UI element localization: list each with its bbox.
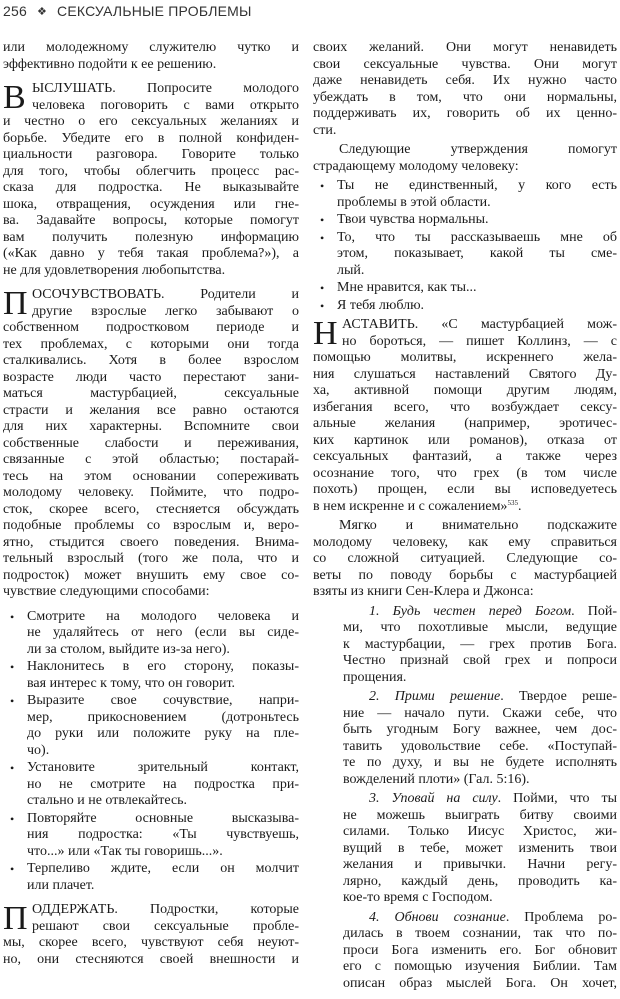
text-line — [3, 485, 299, 502]
text-line — [27, 609, 299, 626]
text-line — [3, 386, 299, 403]
text-line — [343, 739, 617, 756]
bullet-icon: • — [320, 298, 325, 313]
section-paragraph — [313, 317, 617, 515]
line-text: желания и привычки. Начни регу- — [343, 857, 617, 872]
line-text: что...» или «Так ты говоришь...». — [27, 843, 223, 859]
left-column — [3, 40, 299, 976]
bullet-icon: • — [320, 213, 325, 227]
line-text: страдающему молодому человеку: — [313, 158, 519, 174]
text-line — [337, 195, 617, 212]
line-text: проблемы в этой области. — [337, 194, 491, 210]
text-line — [343, 910, 617, 927]
text-line — [27, 793, 299, 810]
text-line — [3, 535, 299, 552]
text-line — [313, 383, 617, 400]
text-line — [337, 263, 617, 280]
bullet-list — [3, 609, 299, 895]
line-text: ОДДЕРЖАТЬ. Подростки, которые — [32, 902, 299, 917]
line-text: («Как давно у тебя такая проблема?»), а — [3, 246, 299, 261]
line-text: вущий в тебе, может изменить твои — [343, 840, 617, 856]
line-text: собственные слабости и переживания, — [3, 435, 299, 451]
line-text: взяты из книги Сен-Клера и Джонса: — [313, 584, 534, 599]
text-line — [313, 518, 617, 535]
list-item — [313, 212, 617, 229]
line-text: вожделений плоти» (Гал. 5:16). — [343, 771, 530, 787]
paragraph — [313, 40, 617, 139]
line-text: но бороться, — пишет Коллинз, — с — [342, 333, 617, 349]
line-text: кое-то время с Господом. — [343, 890, 493, 905]
line-text: силами. Только Иисус Христос, жи- — [343, 824, 617, 839]
text-line — [3, 263, 299, 280]
section-paragraph — [3, 287, 299, 601]
line-text: вам получить полезную информацию — [3, 229, 299, 245]
text-line — [343, 791, 617, 808]
text-line — [3, 353, 299, 370]
bullet-list — [313, 178, 617, 314]
tip-title: 1. Будь честен перед Богом — [369, 603, 572, 619]
text-line — [343, 857, 617, 874]
line-text: Твои чувства нормальны. — [337, 212, 489, 227]
line-text: проси Бога изменить его. Бог обновит — [343, 942, 617, 958]
bullet-icon: • — [10, 862, 15, 876]
text-line — [3, 403, 299, 420]
text-line — [343, 689, 617, 706]
line-text: стально и не отвлекайтесь. — [27, 793, 188, 808]
line-text: сток, скорее всего, стесняется обсуждать — [3, 501, 299, 517]
text-line — [27, 861, 299, 878]
text-line — [343, 890, 617, 907]
text-line — [343, 604, 617, 621]
paragraph — [313, 142, 617, 175]
text-line — [27, 844, 299, 861]
list-item — [3, 609, 299, 659]
text-line — [313, 142, 617, 159]
line-text: Смотрите на молодого человека и — [27, 608, 299, 624]
drop-cap-letter: В — [3, 81, 26, 114]
running-header — [3, 0, 252, 22]
line-text: для того, чтобы облегчить процесс рас- — [3, 163, 299, 179]
line-text: АСТАВИТЬ. «С мастурбацией мож- — [342, 317, 617, 332]
text-line — [337, 280, 617, 297]
text-line — [313, 40, 617, 57]
list-item — [313, 178, 617, 211]
text-line — [313, 350, 617, 367]
bullet-icon: • — [10, 811, 15, 826]
line-text: но, они стесняются своей внешности и — [3, 951, 299, 967]
line-text: ОСОЧУВСТВОВАТЬ. Родители и — [32, 287, 299, 302]
text-line — [27, 659, 299, 676]
line-text: и честно о его сексуальных желаниях и — [3, 114, 299, 129]
line-text: человека поговорить с вами открыто — [32, 97, 299, 113]
text-line — [27, 811, 299, 828]
line-text: описан образ мыслей Бога. Он хочет, — [343, 975, 617, 991]
text-line — [313, 416, 617, 433]
drop-cap-letter: Н — [313, 317, 338, 350]
line-text: поддерживать их, говорить об их ценно- — [313, 106, 617, 121]
text-line — [3, 81, 299, 98]
footnote-reference: 535 — [507, 498, 518, 507]
text-line — [27, 625, 299, 642]
list-item — [3, 659, 299, 692]
text-line — [27, 878, 299, 895]
text-line — [313, 466, 617, 483]
text-line — [3, 370, 299, 387]
text-line — [343, 943, 617, 960]
line-text: тельный взрослый (того же пола, что и — [3, 551, 299, 566]
numbered-tip — [313, 689, 617, 788]
line-text: борьбе. Убедите его в полной конфиден- — [3, 130, 299, 146]
text-line — [27, 676, 299, 693]
line-text: похоть) прощен, если вы исповедуетесь — [313, 482, 617, 497]
line-text: ятно, стыдится своего поведения. Внима- — [3, 534, 299, 550]
line-text: Следующие утверждения помогут — [339, 142, 617, 157]
line-text: ния подростка: «Ты чувствуешь, — [27, 827, 299, 842]
line-text: мер, прикосновением (дотроньтесь — [27, 709, 299, 725]
ornament-icon: ❖ — [36, 5, 48, 18]
page-number: 256 — [3, 3, 27, 19]
section-paragraph — [3, 81, 299, 279]
line-text: для них характерны. Вспомните свои — [3, 419, 299, 434]
text-line — [313, 106, 617, 123]
text-line — [313, 433, 617, 450]
line-text: тесь на этом основании сопереживать — [3, 468, 299, 484]
text-line — [343, 976, 617, 993]
numbered-tip — [313, 910, 617, 993]
text-line — [3, 518, 299, 535]
line-text: . Твердое реше- — [500, 689, 617, 704]
text-line — [3, 337, 299, 354]
bullet-icon: • — [320, 230, 325, 245]
line-text: не можешь выиграть битву своими — [343, 807, 617, 823]
text-line — [3, 502, 299, 519]
line-text: другие взрослые легко забывают о — [32, 303, 299, 319]
line-text: веты по поводу борьбы с мастурбацией — [313, 567, 617, 583]
text-line — [3, 935, 299, 952]
tip-title: 4. Обнови сознание — [369, 909, 506, 925]
line-text: Установите зрительный контакт, — [27, 760, 299, 775]
line-text: быть угодным Богу важнее, чем дос- — [343, 722, 617, 737]
line-text: прощения. — [343, 669, 407, 685]
line-text: сказа для подростка. Не выказывайте — [3, 180, 299, 195]
list-item — [313, 230, 617, 280]
line-text: чо). — [27, 742, 50, 758]
text-line — [3, 452, 299, 469]
line-text: осознание того, что грех (в том числе — [313, 465, 617, 481]
paragraph — [313, 518, 617, 601]
line-text: тех проблемах, с которыми они тогда — [3, 336, 299, 352]
text-line — [3, 436, 299, 453]
text-line — [3, 98, 299, 115]
text-line — [27, 777, 299, 794]
bullet-icon: • — [10, 660, 15, 674]
line-text: подросток) может внушить ему свое со- — [3, 567, 299, 583]
text-line — [3, 246, 299, 263]
text-line — [337, 178, 617, 195]
text-line — [3, 287, 299, 304]
text-line — [3, 197, 299, 214]
line-text: ЫСЛУШАТЬ. Попросите молодого — [32, 81, 299, 96]
line-text: своих желаний. Они могут ненавидеть — [313, 40, 617, 55]
line-text: . Пой- — [571, 603, 617, 619]
text-line — [343, 637, 617, 654]
tip-title: 2. Прими решение — [369, 689, 501, 704]
text-line — [3, 902, 299, 919]
text-line — [337, 246, 617, 263]
text-line — [27, 642, 299, 659]
line-text: не для удовлетворения любопытства. — [3, 262, 226, 278]
right-column — [313, 40, 617, 995]
text-line — [3, 213, 299, 230]
list-item — [3, 760, 299, 810]
tip-title: 3. Уповай на силу — [369, 791, 498, 806]
drop-cap-letter: П — [3, 902, 28, 935]
line-text: свои сексуальные чувства. Они могут — [313, 56, 617, 72]
text-line — [313, 482, 617, 499]
line-text: страсти и желания все равно остаются — [3, 402, 299, 418]
line-text: Выразите свое сочувствие, напри- — [27, 693, 299, 708]
line-text: его с помощью изучения Библии. Там — [343, 959, 617, 974]
line-text: молодому человеку. Поймите, что подро- — [3, 485, 299, 500]
text-line — [343, 841, 617, 858]
line-text: возрасте люди часто перестают зани- — [3, 369, 299, 385]
line-text: лярно, каждый день, проводить ка- — [343, 873, 617, 889]
text-line — [3, 131, 299, 148]
line-text: до руки или положите руку на пле- — [27, 726, 299, 741]
line-text: связанные с этой областью; постарай- — [3, 452, 299, 467]
line-text: ние — начало пути. Скажи себе, что — [343, 705, 617, 721]
line-text: Я тебя люблю. — [337, 297, 425, 313]
line-text: ми, что похотливые мысли, ведущие — [343, 620, 617, 635]
text-line — [337, 212, 617, 229]
line-text: ли за столом, выйдите из-за него). — [27, 641, 230, 657]
line-text: или плачет. — [27, 877, 95, 893]
text-line — [3, 419, 299, 436]
text-line — [313, 535, 617, 552]
text-line — [313, 499, 617, 516]
line-text: вая интерес к тому, что он говорит. — [27, 675, 236, 691]
text-line — [27, 710, 299, 727]
text-line — [313, 449, 617, 466]
text-line — [3, 57, 299, 74]
line-text: сталкивались. Хотя в более взрослом — [3, 353, 299, 368]
text-line — [343, 926, 617, 943]
text-line — [343, 620, 617, 637]
line-text: тавить удовольствие себе. «Поступай- — [343, 738, 617, 754]
line-text: подобные проблемы со взрослым и, веро- — [3, 518, 299, 533]
line-text: мы, скорее всего, чувствуют себя неуют- — [3, 935, 299, 950]
line-text: ких картинок или романов), отказа от — [313, 432, 617, 448]
line-text: Мягко и внимательно подскажите — [339, 518, 617, 533]
text-line — [313, 159, 617, 176]
line-text: этом, показывает, какой ты сме- — [337, 246, 617, 261]
text-line — [313, 334, 617, 351]
line-text: те по духу, и вы не будете исполнять — [343, 755, 617, 770]
bullet-icon: • — [10, 694, 15, 708]
numbered-tip — [313, 791, 617, 907]
text-line — [343, 808, 617, 825]
text-line — [343, 722, 617, 739]
text-line — [3, 114, 299, 131]
line-text: собственном подростковом периоде и — [3, 320, 299, 335]
text-line — [313, 73, 617, 90]
list-item — [3, 861, 299, 894]
text-line — [3, 230, 299, 247]
line-text: ва. Задавайте вопросы, которые помогут — [3, 213, 299, 228]
text-line — [343, 706, 617, 723]
line-text: То, что ты рассказываешь мне об — [337, 229, 617, 245]
text-line — [3, 304, 299, 321]
text-line — [313, 367, 617, 384]
line-text: убеждать в том, что они нормальны, — [313, 89, 617, 105]
line-text: сти. — [313, 122, 337, 138]
text-line — [3, 147, 299, 164]
line-text: ния слушаться наставлений Святого Ду- — [313, 366, 617, 382]
line-text: молодому человеку, как ему справиться — [313, 534, 617, 550]
text-line — [3, 568, 299, 585]
text-line — [313, 584, 617, 601]
text-line — [313, 400, 617, 417]
text-line — [3, 164, 299, 181]
text-line — [3, 40, 299, 57]
line-text: дилась в твоем сознании, так что по- — [343, 926, 617, 941]
line-text: . Пойми, что ты — [497, 791, 617, 806]
text-line — [3, 551, 299, 568]
text-line — [3, 180, 299, 197]
line-text: со сложной ситуацией. Следующие со- — [313, 551, 617, 566]
line-text: эффективно подойти к ее решению. — [3, 56, 217, 72]
text-line — [313, 568, 617, 585]
list-item — [313, 280, 617, 297]
paragraph — [3, 40, 299, 73]
line-text: маться мастурбацией, сексуальные — [3, 386, 299, 401]
line-text: Честно признай свой грех и попроси — [343, 653, 617, 668]
drop-cap-letter: П — [3, 287, 28, 320]
text-line — [343, 824, 617, 841]
footnote-tail: . — [517, 498, 522, 514]
line-text: шока, отвращения, осуждения или гне- — [3, 196, 299, 212]
line-text: циальности разговора. Говорите только — [3, 147, 299, 162]
text-line — [3, 919, 299, 936]
line-text: помощью молитвы, искреннего жела- — [313, 350, 617, 365]
list-item — [3, 693, 299, 759]
line-text: Ты не единственный, у кого есть — [337, 178, 617, 193]
text-line — [3, 320, 299, 337]
text-line — [313, 317, 617, 334]
text-line — [27, 743, 299, 760]
numbered-tip — [313, 604, 617, 687]
line-text: чувствие следующими способами: — [3, 584, 210, 599]
bullet-icon: • — [320, 281, 325, 295]
list-item — [3, 811, 299, 861]
line-text: сексуальных фантазий, а также через — [313, 449, 617, 464]
line-text: даже ненавидеть себя. Их нужно часто — [313, 73, 617, 88]
line-text: ха, активной помощи другим людям, — [313, 383, 617, 398]
line-text: в нем искренне и с сожалением» — [313, 498, 508, 514]
text-line — [27, 760, 299, 777]
text-line — [3, 952, 299, 969]
bullet-icon: • — [10, 609, 15, 624]
text-line — [343, 670, 617, 687]
line-text: или молодежному служителю чутко и — [3, 40, 299, 55]
text-line — [313, 57, 617, 74]
text-line — [313, 551, 617, 568]
line-text: решают свои сексуальные пробле- — [32, 918, 299, 934]
text-line — [3, 584, 299, 601]
line-text: к мастурбации, — грех против Бога. — [343, 636, 617, 652]
line-text: лый. — [337, 262, 365, 278]
text-line — [343, 874, 617, 891]
line-text: Наклонитесь в его сторону, показы- — [27, 659, 299, 674]
text-line — [313, 123, 617, 140]
text-line — [337, 298, 617, 315]
line-text: альные желания (например, эротичес- — [313, 416, 617, 431]
text-line — [27, 827, 299, 844]
line-text: избегания всего, что возбуждает сексу- — [313, 399, 617, 415]
text-line — [343, 772, 617, 789]
text-line — [343, 653, 617, 670]
line-text: . Проблема ро- — [505, 909, 617, 925]
bullet-icon: • — [10, 761, 15, 775]
text-line — [3, 469, 299, 486]
list-item — [313, 298, 617, 315]
text-line — [27, 726, 299, 743]
text-line — [343, 959, 617, 976]
section-paragraph — [3, 902, 299, 968]
line-text: Повторяйте основные высказыва- — [27, 810, 299, 826]
text-line — [337, 230, 617, 247]
line-text: не удаляйтесь от него (если вы сиде- — [27, 625, 299, 640]
line-text: Мне нравится, как ты... — [337, 280, 477, 295]
text-line — [343, 755, 617, 772]
line-text: Терпеливо ждите, если он молчит — [27, 861, 299, 876]
chapter-title: СЕКСУАЛЬНЫЕ ПРОБЛЕМЫ — [57, 3, 252, 19]
bullet-icon: • — [320, 179, 325, 193]
text-line — [27, 693, 299, 710]
text-line — [313, 90, 617, 107]
line-text: но не смотрите на подростка при- — [27, 776, 299, 792]
